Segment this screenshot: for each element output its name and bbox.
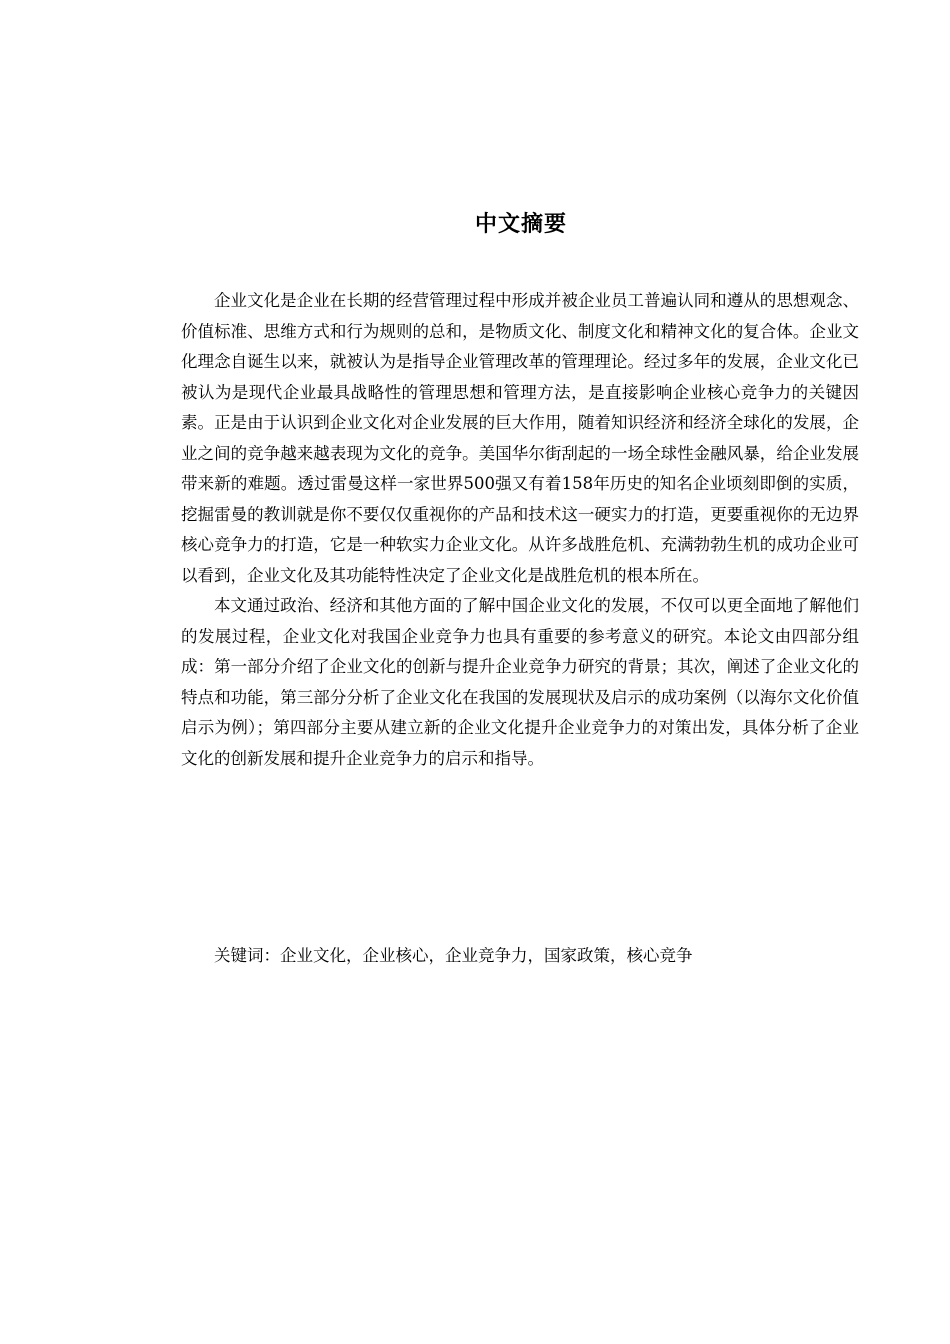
abstract-paragraph-2: 本文通过政治、经济和其他方面的了解中国企业文化的发展，不仅可以更全面地了解他们的发展过程，企业文化对我国企业竞争力也具有重要的参考意义的研究。本论文由四部分组成：第一部分介绍了企业文化的创新与提升企业竞争力研究的背景；其次，阐述了企业文化的特点和功能，第三部分分析了企业文化在我国的发展现状及启示的成功案例（以海尔文化价值启示为例）；第四部分主要从建立新的企业文化提升企业竞争力的对策出发，具体分析了企业文化的创新发展和提升企业竞争力的启示和指导。 [181,596,859,768]
abstract-body [181,286,859,774]
keywords-line: 关键词：企业文化，企业核心，企业竞争力，国家政策，核心竞争 [214,946,693,965]
page-title: 中文摘要 [474,212,567,237]
abstract-paragraph-1: 企业文化是企业在长期的经营管理过程中形成并被企业员工普遍认同和遵从的思想观念、价值标准、思维方式和行为规则的总和，是物质文化、制度文化和精神文化的复合体。企业文化理念自诞生以来，就被认为是指导企业管理改革的管理理论。经过多年的发展，企业文化已被认为是现代企业最具战略性的管理思想和管理方法，是直接影响企业核心竞争力的关键因素。正是由于认识到企业文化对企业发展的巨大作用，随着知识经济和经济全球化的发展，企业之间的竞争越来越表现为文化的竞争。美国华尔街刮起的一场全球性金融风暴，给企业发展带来新的难题。透过雷曼这样一家世界500强又有着158年历史的知名企业顷刻即倒的实质，挖掘雷曼的教训就是你不要仅仅重视你的产品和技术这一硬实力的打造，更要重视你的无边界核心竞争力的打造，它是一种软实力企业文化。从许多战胜危机、充满勃勃生机的成功企业可以看到，企业文化及其功能特性决定了企业文化是战胜危机的根本所在。 [181,291,859,585]
